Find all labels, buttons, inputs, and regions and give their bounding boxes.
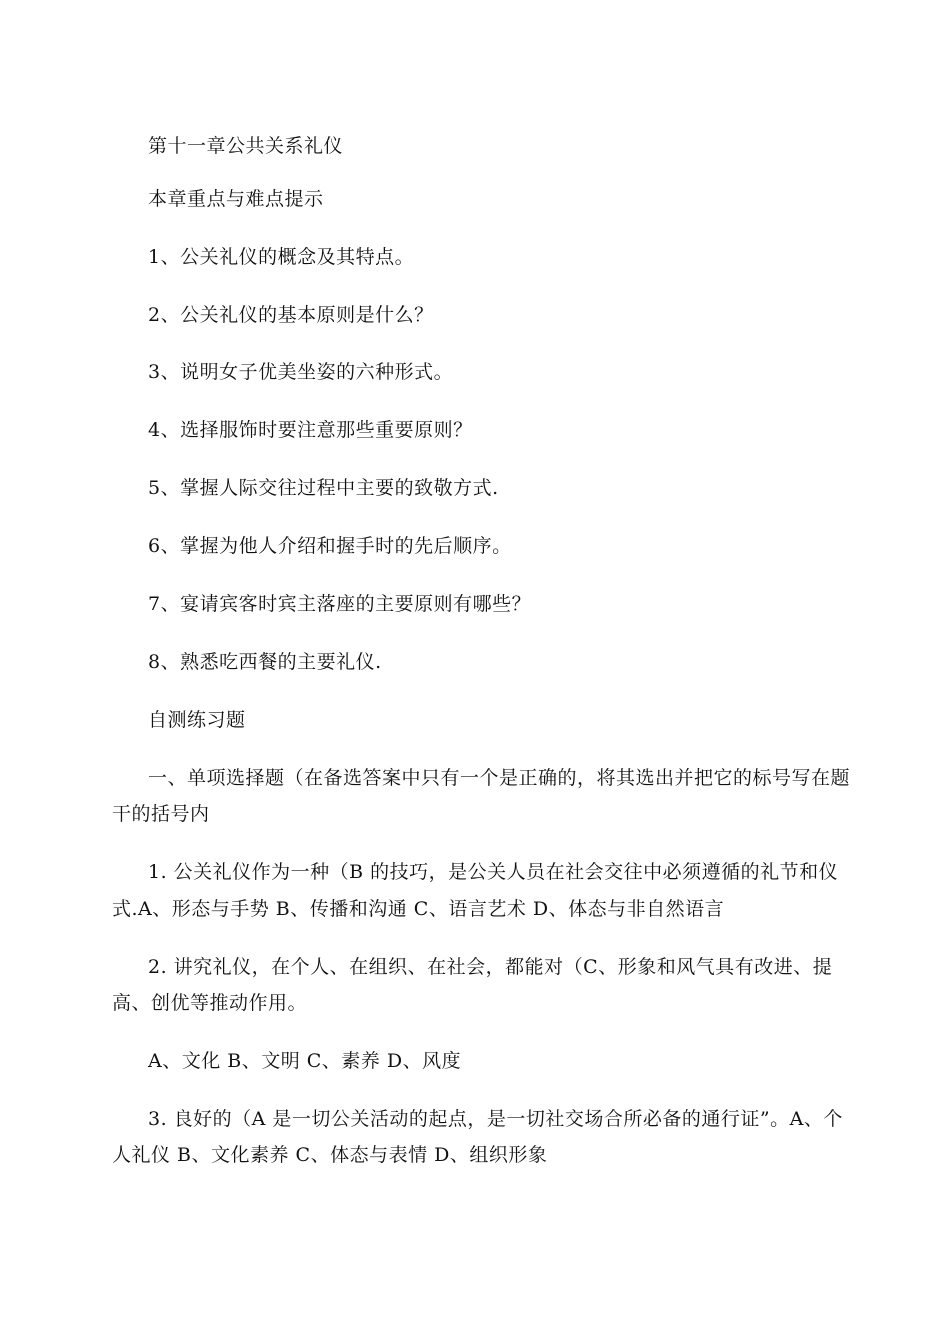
- question-3: 3. 良好的（A 是一切公关活动的起点，是一切社交场合所必备的通行证”。A、个: [148, 1108, 843, 1130]
- key-points-heading: 本章重点与难点提示: [148, 188, 324, 210]
- question-2-cont: 高、创优等推动作用。: [112, 992, 308, 1014]
- question-1-cont: 式.A、形态与手势 B、传播和沟通 C、语言艺术 D、体态与非自然语言: [112, 898, 725, 920]
- section-title: 一、单项选择题（在备选答案中只有一个是正确的，将其选出并把它的标号写在题: [148, 767, 851, 789]
- key-point-item: 6、掌握为他人介绍和握手时的先后顺序。: [148, 535, 512, 557]
- key-point-item: 3、说明女子优美坐姿的六种形式。: [148, 361, 454, 383]
- question-1: 1. 公关礼仪作为一种（B 的技巧，是公关人员在社会交往中必须遵循的礼节和仪: [148, 861, 839, 883]
- chapter-title: 第十一章公共关系礼仪: [148, 135, 344, 157]
- question-2: 2. 讲究礼仪，在个人、在组织、在社会，都能对（C、形象和风气具有改进、提: [148, 956, 833, 978]
- key-point-item: 5、掌握人际交往过程中主要的致敬方式.: [148, 477, 499, 499]
- key-point-item: 7、宴请宾客时宾主落座的主要原则有哪些？: [148, 593, 532, 615]
- section-title-cont: 干的括号内: [112, 803, 210, 825]
- question-3-cont: 人礼仪 B、文化素养 C、体态与表情 D、组织形象: [112, 1144, 548, 1166]
- key-point-item: 4、选择服饰时要注意那些重要原则？: [148, 419, 473, 441]
- key-point-item: 2、公关礼仪的基本原则是什么？: [148, 304, 434, 326]
- key-point-item: 1、公关礼仪的概念及其特点。: [148, 246, 415, 268]
- self-test-heading: 自测练习题: [148, 709, 246, 731]
- question-2-options: A、文化 B、文明 C、素养 D、风度: [148, 1050, 462, 1072]
- key-point-item: 8、熟悉吃西餐的主要礼仪.: [148, 651, 382, 673]
